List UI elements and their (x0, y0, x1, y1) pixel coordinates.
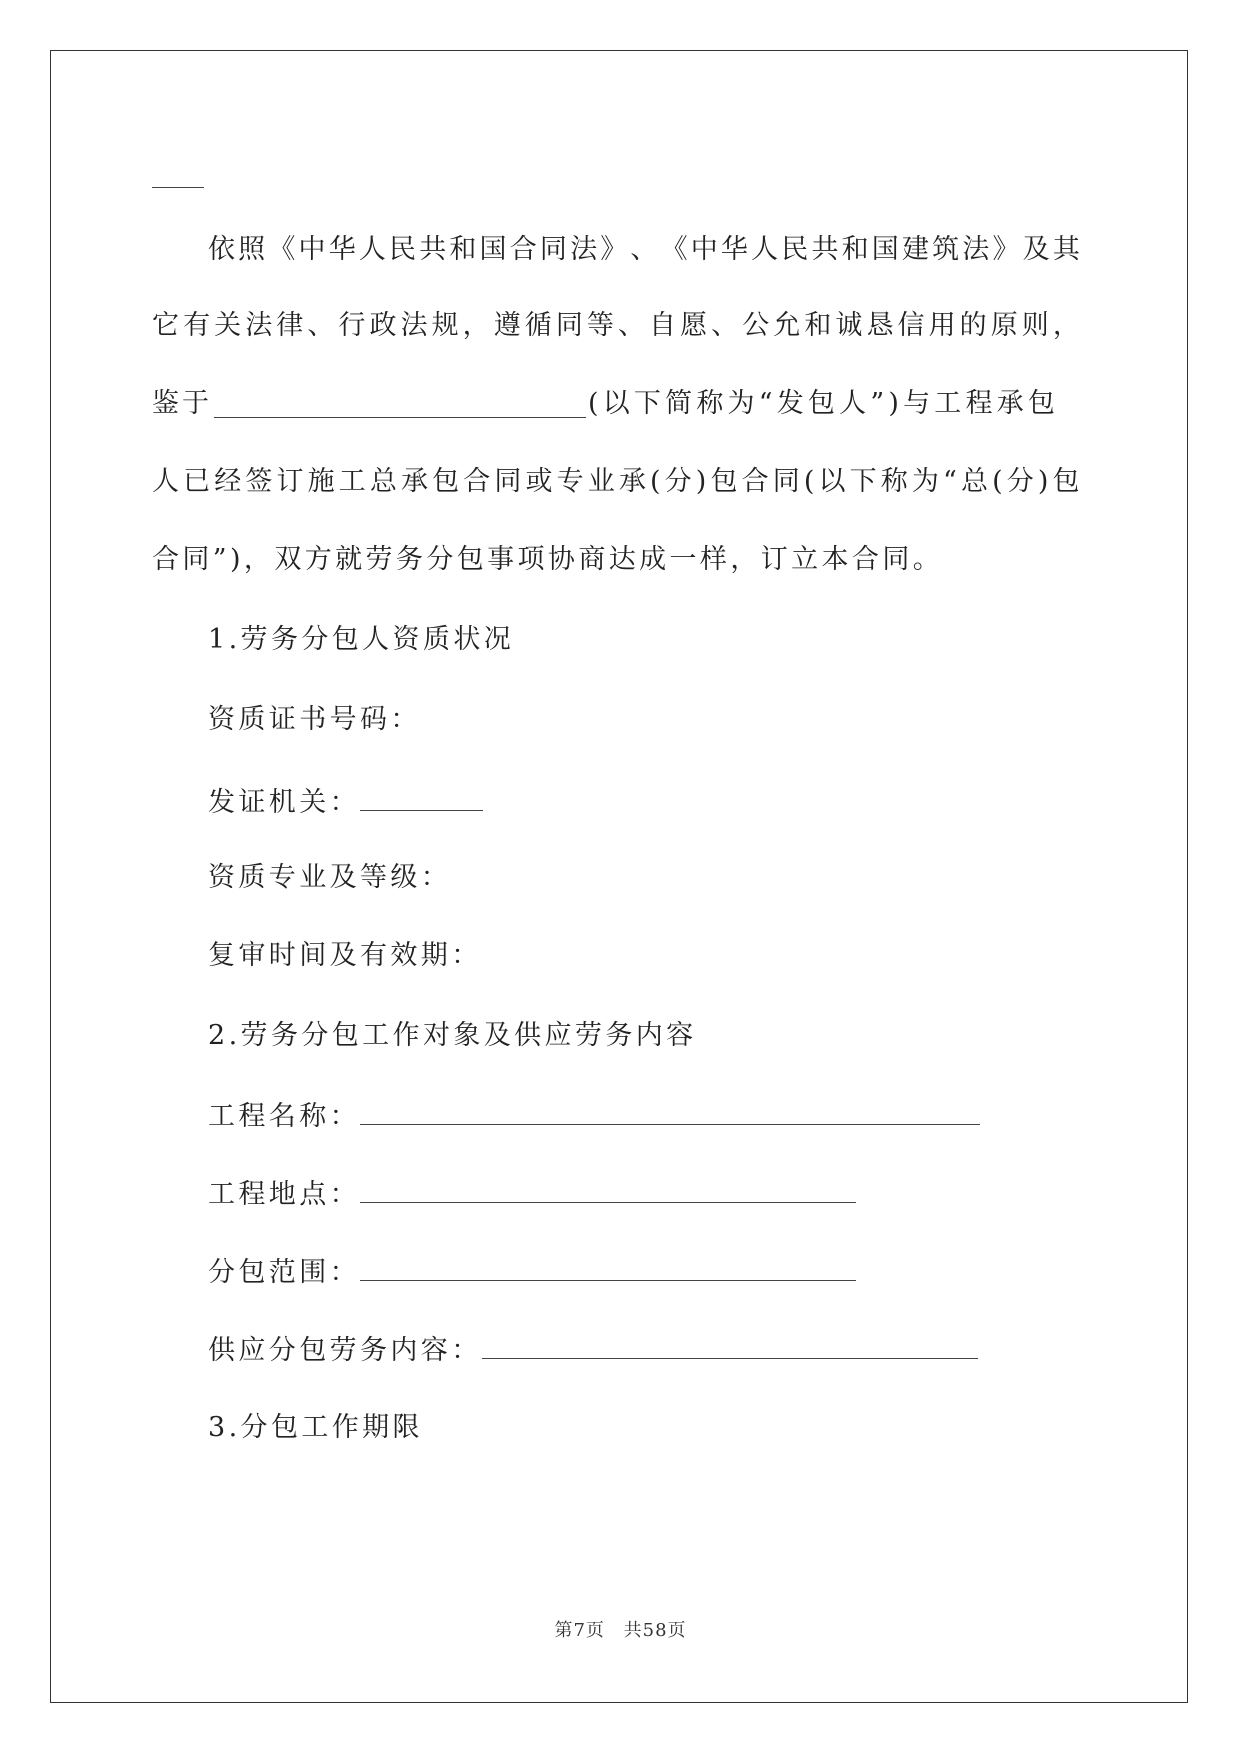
text-char: 工 (338, 466, 366, 497)
grade-label: 资质专业及等级： (208, 862, 452, 893)
page-total: 共58页 (623, 1620, 687, 1641)
section2-heading: 2.劳务分包工作对象及供应劳务内容 (208, 1020, 697, 1051)
text-char: 筑 (932, 234, 960, 265)
text-char: 恳 (866, 310, 894, 341)
text-char: 分 (1006, 466, 1034, 497)
text-char: 总 (369, 466, 397, 497)
text-char: 则 (1021, 310, 1049, 341)
text-char: 共 (811, 234, 839, 265)
text-char: 民 (781, 234, 809, 265)
text-char: 同 (539, 234, 567, 265)
text-char: 施 (307, 466, 335, 497)
text-char: 和 (804, 310, 832, 341)
text-char: 法 (570, 234, 598, 265)
intro-line-5: 合同”)，双方就劳务分包事项协商达成一样，订立本合同。 (152, 544, 944, 575)
text-char: 华 (328, 234, 356, 265)
text-char: 人 (152, 466, 179, 497)
text-char: 包 (432, 466, 460, 497)
intro-line-4 (152, 462, 1080, 502)
employer-name-blank (214, 387, 586, 418)
text-char: 规 (431, 310, 459, 341)
text-char: 》 (600, 234, 628, 265)
text-char: ) (695, 466, 707, 497)
page-number: 第7页 (554, 1620, 605, 1641)
text-char: 原 (990, 310, 1018, 341)
text-char: 签 (245, 466, 273, 497)
text-char: 政 (369, 310, 397, 341)
text-char: 遵 (493, 310, 521, 341)
text-char: 民 (389, 234, 417, 265)
text-char: 为 (911, 466, 939, 497)
text-char: 《 (268, 234, 296, 265)
text-char: 信 (897, 310, 925, 341)
issuer-blank (360, 780, 483, 811)
text-char: 华 (720, 234, 748, 265)
text-char: 分 (664, 466, 692, 497)
text-char: 人 (751, 234, 779, 265)
text-char: 自 (649, 310, 676, 341)
text-char: 用 (928, 310, 956, 341)
text-char: 建 (901, 234, 929, 265)
text-char: 合 (463, 466, 491, 497)
text-char: 经 (214, 466, 242, 497)
project-name-row (208, 1094, 980, 1137)
issuer-label: 发证机关： (208, 787, 360, 818)
scope-blank (360, 1250, 856, 1281)
text-char: 共 (419, 234, 447, 265)
intro-line-1 (152, 230, 1080, 270)
intro-line-3 (152, 384, 1080, 424)
labor-content-row (208, 1328, 978, 1371)
text-char: 允 (773, 310, 801, 341)
text-char: 行 (338, 310, 366, 341)
text-char: “ (943, 466, 957, 497)
text-char: 同 (494, 466, 522, 497)
project-name-blank (360, 1094, 980, 1125)
top-rule-blank (152, 165, 204, 188)
text-char: 包 (710, 466, 738, 497)
text-char: 照 (238, 234, 266, 265)
text-char: 的 (959, 310, 987, 341)
text-char: 业 (587, 466, 615, 497)
cert-no-label: 资质证书号码： (208, 704, 421, 735)
text-char: 法 (962, 234, 990, 265)
text-char: 等 (586, 310, 614, 341)
text-char: 同 (555, 310, 583, 341)
text-char: 法 (400, 310, 428, 341)
intro-line-3-prefix: 鉴于 (152, 388, 212, 419)
project-name-label: 工程名称： (208, 1101, 360, 1132)
text-char: 诚 (835, 310, 863, 341)
text-char: 依 (208, 234, 235, 265)
text-char: 关 (214, 310, 242, 341)
text-char: 中 (690, 234, 718, 265)
text-char: 循 (524, 310, 552, 341)
top-rule (152, 160, 204, 200)
labor-content-blank (482, 1328, 978, 1359)
text-char: 下 (849, 466, 877, 497)
intro-line-3-suffix: (以下简称为“发包人”)与工程承包 (588, 388, 1060, 419)
text-char: 、 (630, 234, 658, 265)
text-char: 有 (183, 310, 211, 341)
text-char: 专 (556, 466, 584, 497)
text-char: 同 (772, 466, 800, 497)
review-label: 复审时间及有效期： (208, 940, 482, 971)
project-site-blank (360, 1172, 856, 1203)
text-char: 国 (479, 234, 507, 265)
text-char: ) (1037, 466, 1049, 497)
text-char: 人 (358, 234, 386, 265)
issuer-row (208, 780, 483, 823)
intro-line-2 (152, 306, 1080, 346)
text-char: 愿 (680, 310, 708, 341)
text-char: 承 (618, 466, 646, 497)
text-char: 包 (1052, 466, 1080, 497)
text-char: 、 (307, 310, 335, 341)
text-char: 订 (276, 466, 304, 497)
text-char: 称 (880, 466, 908, 497)
text-char: 及 (1022, 234, 1050, 265)
text-char: ， (1052, 310, 1080, 341)
text-char: 和 (449, 234, 477, 265)
text-char: 律 (276, 310, 304, 341)
text-char: 总 (960, 466, 988, 497)
text-char: 和 (841, 234, 869, 265)
text-char: 、 (617, 310, 645, 341)
text-char: 国 (871, 234, 899, 265)
text-char: ( (992, 466, 1003, 497)
section3-heading: 3.分包工作期限 (208, 1412, 423, 1443)
text-char: 合 (509, 234, 537, 265)
text-char: 其 (1052, 234, 1080, 265)
page-footer (0, 1616, 1241, 1642)
text-char: 、 (711, 310, 739, 341)
project-site-label: 工程地点： (208, 1179, 360, 1210)
text-char: 承 (401, 466, 428, 497)
scope-label: 分包范围： (208, 1257, 360, 1288)
text-char: 它 (152, 310, 179, 341)
text-char: 或 (525, 466, 553, 497)
text-char: ( (650, 466, 661, 497)
text-char: 公 (742, 310, 770, 341)
section1-heading: 1.劳务分包人资质状况 (208, 624, 515, 655)
text-char: 法 (245, 310, 273, 341)
text-char: 中 (298, 234, 326, 265)
scope-row (208, 1250, 856, 1293)
text-char: 以 (818, 466, 846, 497)
text-char: 》 (992, 234, 1020, 265)
labor-content-label: 供应分包劳务内容： (208, 1335, 482, 1366)
text-char: ， (462, 310, 490, 341)
text-char: 《 (660, 234, 688, 265)
text-char: ( (803, 466, 815, 497)
project-site-row (208, 1172, 856, 1215)
text-char: 已 (183, 466, 211, 497)
text-char: 合 (741, 466, 769, 497)
